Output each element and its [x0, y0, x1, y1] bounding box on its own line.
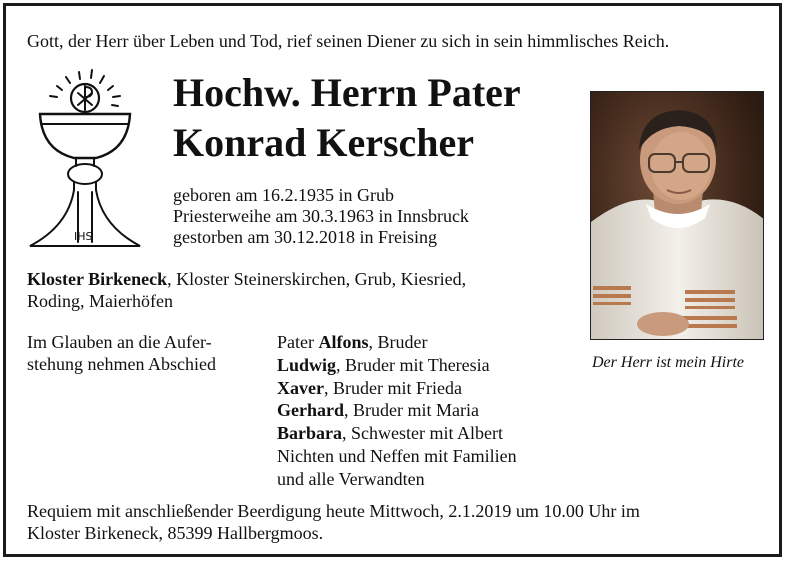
mourners-list [277, 331, 517, 491]
requiem-line1: Requiem mit anschließender Beerdigung heute Mittwoch, 2.1.2019 um 10.00 Uhr im [27, 501, 640, 521]
requiem-info [27, 500, 640, 544]
mourner-line: Nichten und Neffen mit Familien [277, 445, 517, 466]
death-line: gestorben am 30.12.2018 in Freising [173, 227, 437, 247]
mourner-line: Pater Alfons, Bruder [277, 332, 428, 352]
mourner-line: Xaver, Bruder mit Frieda [277, 377, 462, 398]
life-dates [173, 185, 469, 248]
intro-text: Gott, der Herr über Leben und Tod, rief seinen Diener zu sich in sein himmlisches Reich. [27, 31, 670, 51]
places-rest: , Kloster Steinerskirchen, Grub, Kiesried, [167, 269, 467, 289]
mourner-line: Barbara, Schwester mit Albert [277, 423, 503, 444]
places-line2: Roding, Maierhöfen [27, 291, 173, 311]
ordination-line: Priesterweihe am 30.3.1963 in Innsbruck [173, 206, 469, 226]
birth-line: geboren am 16.2.1935 in Grub [173, 185, 394, 205]
deceased-name: Konrad Kerscher [173, 120, 475, 165]
mourner-line: Gerhard, Bruder mit Maria [277, 400, 479, 421]
places-bold: Kloster Birkeneck [27, 269, 168, 289]
priest-portrait [590, 91, 764, 340]
chalice-icon [24, 66, 146, 252]
monogram-label: IHS [74, 230, 93, 243]
farewell-text [27, 331, 216, 375]
mourner-line: und alle Verwandten [277, 468, 425, 489]
places-list [27, 268, 466, 312]
requiem-line2: Kloster Birkeneck, 85399 Hallbergmoos. [27, 523, 324, 543]
deceased-title: Hochw. Herrn Pater [173, 70, 521, 115]
mourner-line: Ludwig, Bruder mit Theresia [277, 354, 490, 375]
farewell-line1: Im Glauben an die Aufer- [27, 332, 212, 352]
photo-caption: Der Herr ist mein Hirte [592, 354, 744, 371]
farewell-line2: stehung nehmen Abschied [27, 354, 216, 374]
